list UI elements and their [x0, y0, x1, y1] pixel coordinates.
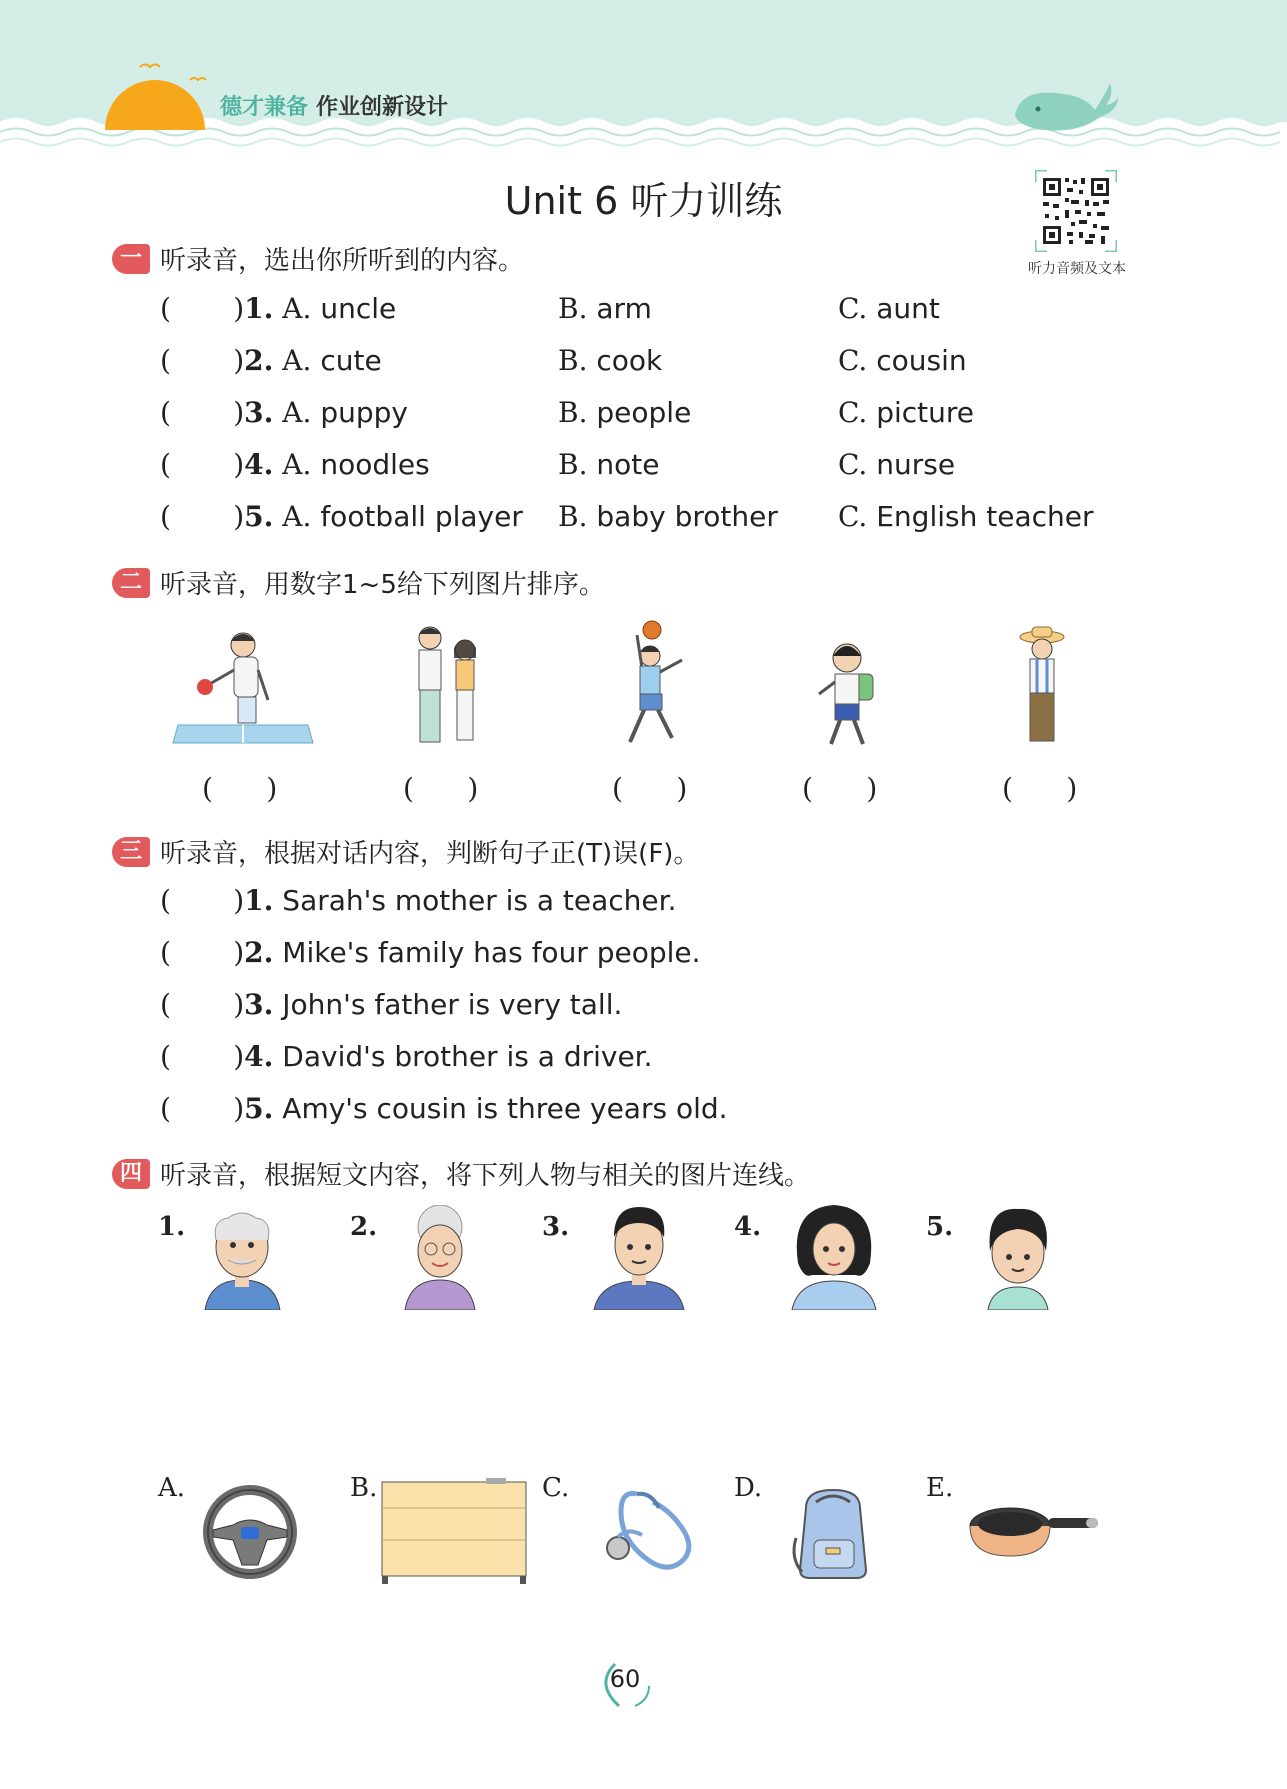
- option-c-text: aunt: [876, 292, 940, 325]
- option-c-text: picture: [876, 396, 975, 429]
- section2-badge: 二: [112, 568, 150, 598]
- section4-instruction: 听录音，根据短文内容，将下列人物与相关的图片连线。: [160, 1161, 811, 1191]
- grandmother-avatar[interactable]: [400, 1205, 480, 1310]
- option-b-text: arm: [596, 292, 652, 325]
- answer-blank[interactable]: ( ): [160, 292, 245, 325]
- option-c-text: cousin: [876, 344, 967, 377]
- option-c-text: English teacher: [876, 500, 1094, 533]
- father-avatar[interactable]: [592, 1205, 687, 1310]
- person-label-1: 1.: [158, 1212, 186, 1242]
- answer-blank[interactable]: ( ): [160, 396, 245, 429]
- answer-blank[interactable]: ( ): [160, 884, 245, 917]
- option-b: B. cook: [558, 344, 663, 377]
- section1-instruction: 听录音，选出你所听到的内容。: [160, 246, 525, 276]
- list-item: [160, 884, 677, 917]
- backpack-icon[interactable]: [788, 1488, 878, 1580]
- answer-blank[interactable]: ( ): [160, 1040, 245, 1073]
- option-c-text: nurse: [876, 448, 956, 481]
- boy-avatar[interactable]: [978, 1207, 1058, 1310]
- frying-pan-icon[interactable]: [968, 1502, 1100, 1562]
- option-b: B. baby brother: [558, 500, 778, 533]
- item-number: 4.: [244, 1040, 274, 1073]
- object-label-d: D.: [734, 1473, 763, 1503]
- answer-blank[interactable]: ( ): [160, 344, 245, 377]
- stethoscope-icon[interactable]: [592, 1488, 702, 1580]
- basketball-picture: [612, 620, 692, 755]
- person-label-3: 3.: [542, 1212, 570, 1242]
- item-number: 2.: [244, 936, 274, 969]
- option-b: B. people: [558, 396, 692, 429]
- brand-green-text: 德才兼备: [220, 95, 309, 120]
- section4-heading: [112, 1155, 810, 1192]
- order-blank-5[interactable]: ( ): [1002, 772, 1078, 805]
- qr-code-icon[interactable]: [1035, 170, 1117, 252]
- statement-text: David's brother is a driver.: [282, 1040, 653, 1073]
- order-blank-1[interactable]: ( ): [202, 772, 278, 805]
- list-item: [160, 1092, 728, 1125]
- qr-caption: 听力音频及文本: [1028, 261, 1126, 277]
- order-blank-3[interactable]: ( ): [612, 772, 688, 805]
- item-number: 2.: [244, 344, 274, 377]
- farmer-picture: [1010, 625, 1075, 753]
- list-item: ( )2. A. cute: [160, 344, 382, 377]
- person-label-4: 4.: [734, 1212, 762, 1242]
- object-label-c: C.: [542, 1473, 570, 1503]
- option-b: B. note: [558, 448, 660, 481]
- option-c: C. nurse: [838, 448, 956, 481]
- option-a-letter: A.: [282, 292, 312, 325]
- person-label-2: 2.: [350, 1212, 378, 1242]
- option-c: C. English teacher: [838, 500, 1094, 533]
- section2-heading: [112, 564, 605, 601]
- section3-instruction: 听录音，根据对话内容，判断句子正(T)误(F)。: [160, 839, 700, 869]
- list-item: [160, 988, 622, 1021]
- order-blank-4[interactable]: ( ): [802, 772, 878, 805]
- list-item: ( )5. A. football player: [160, 500, 523, 533]
- item-number: 1.: [244, 292, 274, 325]
- option-a-text: puppy: [320, 396, 408, 429]
- statement-text: John's father is very tall.: [282, 988, 623, 1021]
- answer-blank[interactable]: ( ): [160, 500, 245, 533]
- item-number: 5.: [244, 500, 274, 533]
- brand-title: [220, 90, 448, 121]
- answer-blank[interactable]: ( ): [160, 1092, 245, 1125]
- option-c: C. cousin: [838, 344, 967, 377]
- option-b-text: baby brother: [596, 500, 778, 533]
- steering-wheel-icon[interactable]: [203, 1485, 298, 1580]
- list-item: [160, 936, 701, 969]
- person-label-5: 5.: [926, 1212, 954, 1242]
- item-number: 5.: [244, 1092, 274, 1125]
- list-item: ( )4. A. noodles: [160, 448, 430, 481]
- answer-blank[interactable]: ( ): [160, 448, 245, 481]
- option-a-text: noodles: [320, 448, 430, 481]
- option-a-text: cute: [320, 344, 382, 377]
- table-tennis-picture: [168, 625, 318, 750]
- object-label-e: E.: [926, 1473, 954, 1503]
- list-item: [160, 292, 396, 325]
- section4-badge: 四: [112, 1159, 150, 1189]
- option-c: C. picture: [838, 396, 975, 429]
- mother-avatar[interactable]: [788, 1203, 880, 1310]
- schoolboy-picture: [805, 638, 890, 753]
- section3-heading: [112, 833, 699, 870]
- section1-heading: [112, 240, 524, 277]
- statement-text: Sarah's mother is a teacher.: [282, 884, 677, 917]
- item-number: 1.: [244, 884, 274, 917]
- page-title: Unit 6 听力训练: [504, 179, 783, 223]
- order-blank-2[interactable]: ( ): [403, 772, 479, 805]
- statement-text: Mike's family has four people.: [282, 936, 701, 969]
- grandfather-avatar[interactable]: [200, 1205, 285, 1310]
- option-b-text: people: [596, 396, 692, 429]
- option-a-text: uncle: [320, 292, 397, 325]
- section2-instruction: 听录音，用数字1~5给下列图片排序。: [160, 570, 605, 600]
- sun-icon: [100, 55, 210, 130]
- option-b: B. arm: [558, 292, 652, 325]
- item-number: 4.: [244, 448, 274, 481]
- option-b-text: note: [596, 448, 660, 481]
- page-number: 60: [609, 1665, 641, 1693]
- section3-badge: 三: [112, 837, 150, 867]
- object-label-b: B.: [350, 1473, 378, 1503]
- list-item: [160, 1040, 653, 1073]
- section1-badge: 一: [112, 244, 150, 274]
- object-label-a: A.: [158, 1473, 186, 1503]
- option-a-text: football player: [320, 500, 523, 533]
- item-number: 3.: [244, 396, 274, 429]
- option-c: C. aunt: [838, 292, 940, 325]
- father-daughter-picture: [405, 620, 495, 752]
- answer-blank[interactable]: ( ): [160, 988, 245, 1021]
- list-item: ( )3. A. puppy: [160, 396, 408, 429]
- option-b-text: cook: [596, 344, 663, 377]
- item-number: 3.: [244, 988, 274, 1021]
- desk-icon[interactable]: [380, 1478, 528, 1584]
- brand-dark-text: 作业创新设计: [316, 95, 449, 120]
- whale-icon: [1010, 75, 1120, 135]
- statement-text: Amy's cousin is three years old.: [282, 1092, 728, 1125]
- answer-blank[interactable]: ( ): [160, 936, 245, 969]
